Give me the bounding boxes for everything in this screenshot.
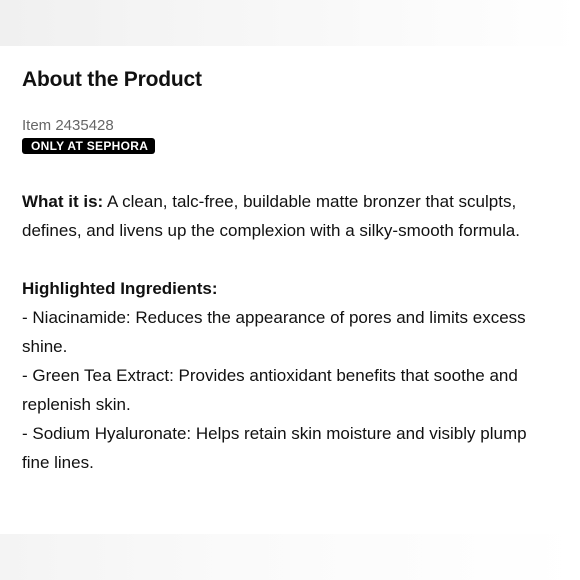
highlighted-ingredients bbox=[22, 274, 542, 477]
ingredient-item: - Green Tea Extract: Provides antioxidant benefits that soothe and replenish skin. bbox=[22, 366, 518, 414]
ingredient-item: - Niacinamide: Reduces the appearance of pores and limits excess shine. bbox=[22, 308, 526, 356]
item-number: Item 2435428 bbox=[22, 117, 114, 134]
exclusive-badge: ONLY AT SEPHORA bbox=[22, 138, 155, 154]
section-title: About the Product bbox=[22, 68, 202, 91]
ingredient-item: - Sodium Hyaluronate: Helps retain skin moisture and visibly plump fine lines. bbox=[22, 424, 527, 472]
description-text: A clean, talc-free, buildable matte bronzer that sculpts, defines, and livens up the complexion with a silky-smooth formula. bbox=[22, 192, 520, 240]
top-edge-background bbox=[0, 0, 580, 46]
ingredients-heading: Highlighted Ingredients: bbox=[22, 279, 218, 298]
bottom-edge-background bbox=[0, 534, 580, 580]
product-description bbox=[22, 187, 542, 245]
description-label: What it is: bbox=[22, 192, 104, 211]
about-product-panel bbox=[22, 66, 562, 477]
